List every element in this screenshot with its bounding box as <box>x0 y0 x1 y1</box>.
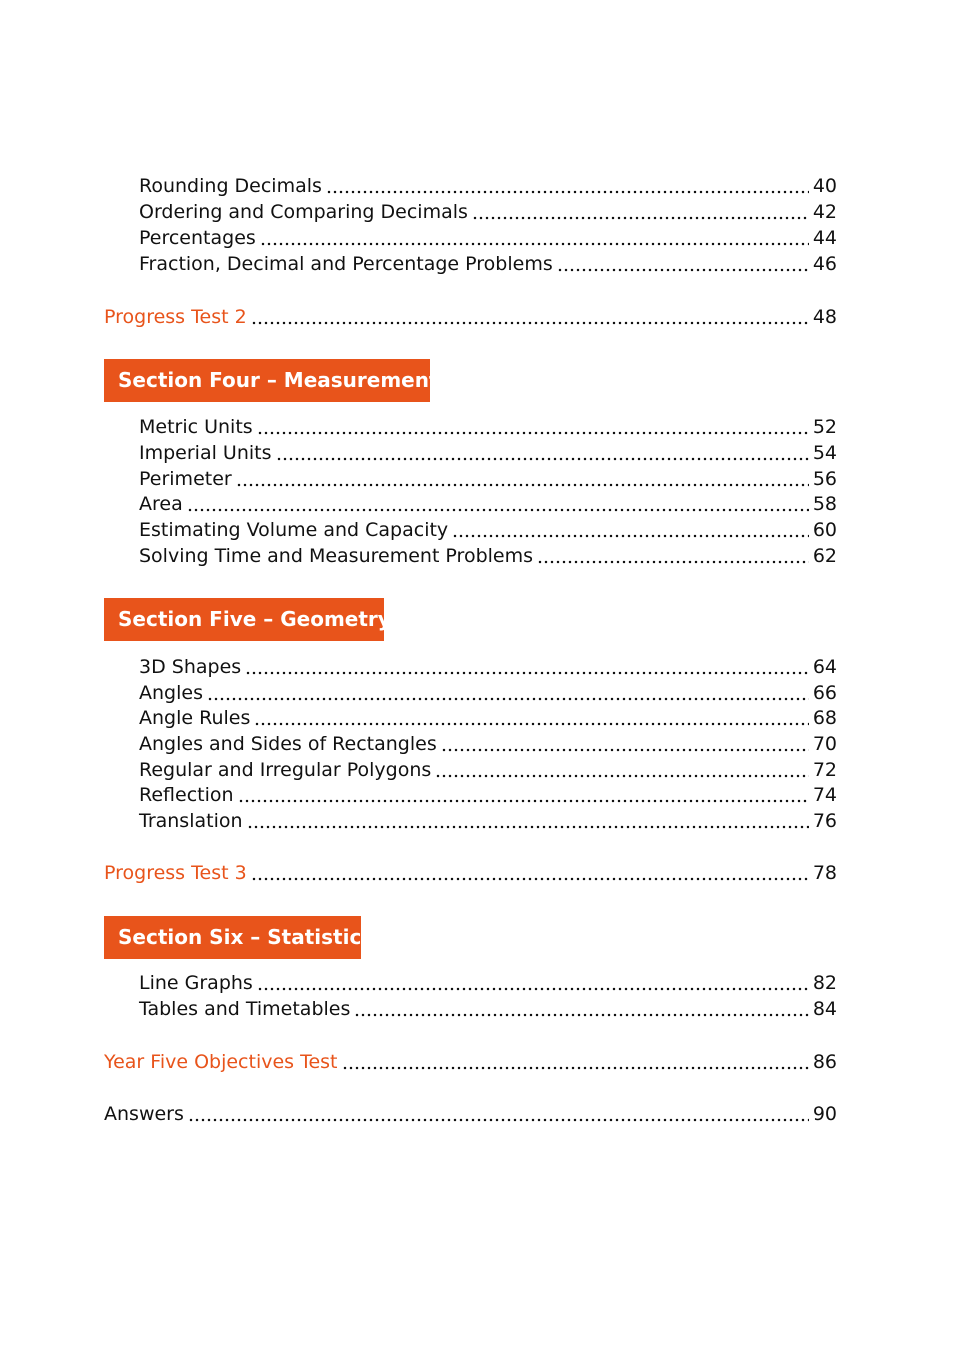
toc-entry-label: Progress Test 3 <box>104 862 247 884</box>
dot-leader <box>247 825 809 829</box>
toc-entry-page: 82 <box>812 972 837 994</box>
toc-entry-page: 68 <box>812 707 837 729</box>
toc-entry-page: 66 <box>812 682 837 704</box>
toc-entry-page: 64 <box>812 656 837 678</box>
toc-entry-label: Ordering and Comparing Decimals <box>139 201 468 223</box>
toc-entry-page: 62 <box>812 545 837 567</box>
toc-entry-answers[interactable] <box>104 1101 837 1127</box>
dot-leader <box>276 457 809 461</box>
dot-leader <box>207 697 809 701</box>
toc-entry[interactable] <box>139 782 837 808</box>
toc-entry-label: Perimeter <box>139 468 232 490</box>
toc-entry-label: Angles <box>139 682 203 704</box>
toc-entry[interactable] <box>139 173 837 199</box>
dot-leader <box>354 1013 808 1017</box>
toc-entry-page: 40 <box>812 175 837 197</box>
dot-leader <box>557 268 809 272</box>
toc-entry-page: 74 <box>812 784 837 806</box>
toc-entry[interactable] <box>139 757 837 783</box>
toc-entry-label: Metric Units <box>139 416 253 438</box>
toc-entry-objectives-test[interactable] <box>104 1049 837 1075</box>
toc-entry-page: 60 <box>812 519 837 541</box>
toc-entry-label: Angles and Sides of Rectangles <box>139 733 437 755</box>
toc-entry-label: Regular and Irregular Polygons <box>139 759 432 781</box>
dot-leader <box>257 987 809 991</box>
toc-entry-page: 84 <box>812 998 837 1020</box>
toc-entry-label: Solving Time and Measurement Problems <box>139 545 534 567</box>
dot-leader <box>441 748 809 752</box>
toc-entry[interactable] <box>139 225 837 251</box>
toc-entry-label: Angle Rules <box>139 707 251 729</box>
toc-entry-page: 76 <box>812 810 837 832</box>
section-heading-five: Section Five – Geometry <box>104 598 384 641</box>
toc-entry[interactable] <box>139 680 837 706</box>
toc-entry-label: Answers <box>104 1103 184 1125</box>
toc-entry-page: 58 <box>812 493 837 515</box>
dot-leader <box>435 774 809 778</box>
toc-entry-label: Imperial Units <box>139 442 272 464</box>
toc-entry-progress-test-3[interactable] <box>104 860 837 886</box>
toc-entry-page: 46 <box>812 253 837 275</box>
dot-leader <box>260 242 809 246</box>
dot-leader <box>187 508 809 512</box>
dot-leader <box>537 560 809 564</box>
toc-entry-page: 70 <box>812 733 837 755</box>
toc-entry-page: 42 <box>812 201 837 223</box>
toc-entry-page: 78 <box>812 862 837 884</box>
dot-leader <box>236 483 809 487</box>
dot-leader <box>326 190 809 194</box>
toc-entry-page: 90 <box>812 1103 837 1125</box>
toc-entry-page: 86 <box>812 1051 837 1073</box>
toc-entry-page: 52 <box>812 416 837 438</box>
toc-entry-label: Fraction, Decimal and Percentage Problems <box>139 253 553 275</box>
toc-entry[interactable] <box>139 543 837 569</box>
toc-entry-page: 72 <box>812 759 837 781</box>
toc-entry[interactable] <box>139 491 837 517</box>
toc-entry-page: 48 <box>812 306 837 328</box>
toc-entry-label: Area <box>139 493 183 515</box>
toc-entry[interactable] <box>139 996 837 1022</box>
toc-entry-label: Year Five Objectives Test <box>104 1051 338 1073</box>
toc-entry-page: 56 <box>812 468 837 490</box>
toc-entry-label: Rounding Decimals <box>139 175 322 197</box>
dot-leader <box>245 671 809 675</box>
dot-leader <box>452 534 809 538</box>
toc-entry-label: Progress Test 2 <box>104 306 247 328</box>
dot-leader <box>188 1118 809 1122</box>
toc-entry-label: Percentages <box>139 227 256 249</box>
toc-entry[interactable] <box>139 199 837 225</box>
section-heading-four: Section Four – Measurement <box>104 359 430 402</box>
toc-entry-label: Translation <box>139 810 243 832</box>
toc-entry[interactable] <box>139 440 837 466</box>
dot-leader <box>238 799 809 803</box>
dot-leader <box>472 216 809 220</box>
toc-entry-label: 3D Shapes <box>139 656 242 678</box>
dot-leader <box>251 877 809 881</box>
toc-entry-page: 54 <box>812 442 837 464</box>
toc-entry-label: Reflection <box>139 784 234 806</box>
toc-entry-label: Line Graphs <box>139 972 253 994</box>
toc-entry-progress-test-2[interactable] <box>104 304 837 330</box>
toc-entry[interactable] <box>139 654 837 680</box>
toc-entry-label: Estimating Volume and Capacity <box>139 519 449 541</box>
toc-entry[interactable] <box>139 517 837 543</box>
toc-entry[interactable] <box>139 466 837 492</box>
toc-entry[interactable] <box>139 251 837 277</box>
toc-entry[interactable] <box>139 705 837 731</box>
dot-leader <box>251 321 809 325</box>
section-heading-six: Section Six – Statistics <box>104 916 361 959</box>
toc-entry[interactable] <box>139 731 837 757</box>
dot-leader <box>254 722 808 726</box>
toc-entry-page: 44 <box>812 227 837 249</box>
dot-leader <box>342 1066 809 1070</box>
toc-entry-label: Tables and Timetables <box>139 998 351 1020</box>
dot-leader <box>257 431 809 435</box>
toc-entry[interactable] <box>139 808 837 834</box>
toc-entry[interactable] <box>139 970 837 996</box>
toc-entry[interactable] <box>139 414 837 440</box>
